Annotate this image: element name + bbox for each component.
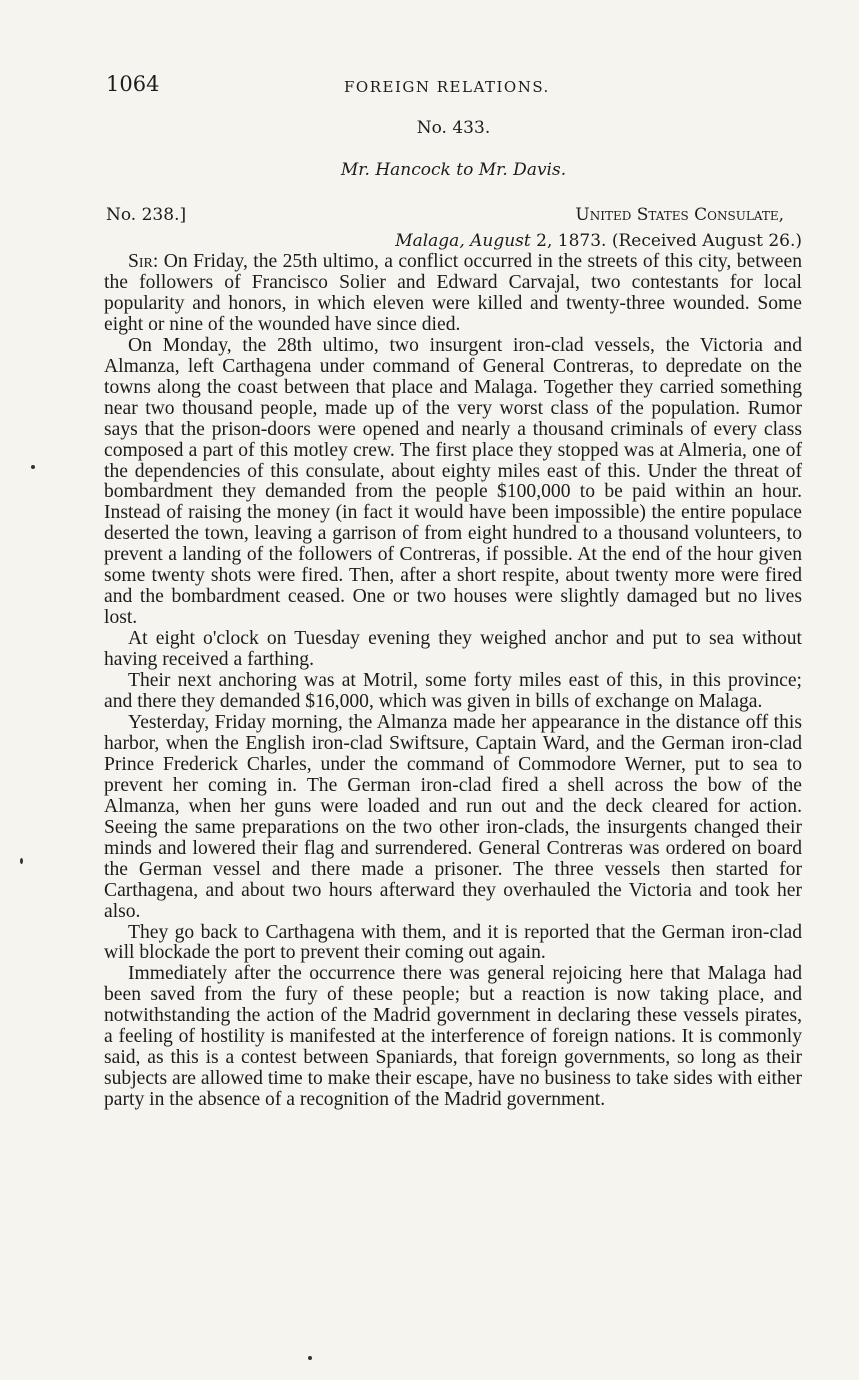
paragraph-1-text: : On Friday, the 25th ultimo, a conflict occurred in the streets of this city, between the followers of Francisco Solier and Edward Carvajal, two contestants for local popularity and honors, in which eleven were killed and twenty-three wounded. Some eight or nine of the wounded have since died.: [104, 251, 802, 335]
dateline-place: Malaga, August: [395, 231, 531, 251]
running-head: FOREIGN RELATIONS.: [344, 78, 550, 96]
dateline-date: 2, 1873. (Received August 26.): [530, 231, 802, 251]
dispatch-heading: [106, 202, 802, 254]
print-speck: [31, 465, 35, 469]
dispatch-number: No. 238.]: [106, 205, 187, 225]
print-speck: [20, 858, 23, 864]
paragraph-5: Yesterday, Friday morning, the Almanza made her appearance in the distance off this harbor, when the English iron-clad Swiftsure, Captain Ward, and the German iron-clad Prince Frederick Charles, under the command of Commodore Werner, put to sea to prevent her coming in. The German iron-clad fired a shell across the bow of the Almanza, when her guns were loaded and run out and the deck cleared for action. Seeing the same preparations on the two other iron-clads, the insurgents changed their minds and lowered their flag and surrendered. General Contreras was ordered on board the German vessel and there made a prisoner. The three vessels then started for Carthagena, and about two hours afterward they overhauled the Victoria and took her also.: [104, 711, 802, 922]
document-number: No. 433.: [416, 118, 491, 138]
consulate-name: United States Consulate,: [575, 205, 784, 225]
salutation: Sir: [128, 251, 153, 272]
paragraph-6: They go back to Carthagena with them, and it is reported that the German iron-clad will blockade the port to prevent their coming out again.: [104, 921, 802, 964]
paragraph-3: At eight o'clock on Tuesday evening they weighed anchor and put to sea without having received a farthing.: [104, 628, 802, 671]
print-speck: [308, 1356, 312, 1360]
letter-body: [104, 252, 802, 1111]
page-header: [106, 72, 802, 102]
paragraph-2: On Monday, the 28th ultimo, two insurgent iron-clad vessels, the Victoria and Almanza, left Carthagena under command of General Contreras, to depredate on the towns along the coast between that place and Malaga. Together they carried something near two thousand people, made up of the very worst class of the population. Rumor says that the prison-doors were opened and nearly a thousand criminals of every class composed a part of this motley crew. The first place they stopped was at Almeria, one of the dependencies of this consulate, about eighty miles east of this. Under the threat of bombardment they demanded from the people $100,000 to be paid within an hour. Instead of raising the money (in fact it would have been impossible) the entire populace deserted the town, leaving a garrison of from eight hundred to a thousand volunteers, to prevent a landing of the followers of Contreras, if possible. At the end of the hour given some twenty shots were fired. Then, after a short respite, about twenty more were fired and the bombardment ceased. One or two houses were slightly damaged but no lives lost.: [104, 334, 802, 629]
paragraph-1: [104, 252, 802, 336]
paragraph-7: Immediately after the occurrence there was general rejoicing here that Malaga had been saved from the fury of these people; but a reaction is now taking place, and notwithstanding the action of the Madrid government in declaring these vessels pirates, a feeling of hostility is manifested at the interference of foreign nations. It is commonly said, as this is a contest between Spaniards, that foreign governments, so long as their subjects are allowed time to make their escape, have no business to take sides with either party in the absence of a recognition of the Madrid government.: [104, 963, 802, 1111]
dispatch-line: [106, 202, 802, 228]
page-number: 1064: [106, 72, 160, 96]
paragraph-4: Their next anchoring was at Motril, some forty miles east of this, in this province; and there they demanded $16,000, which was given in bills of exchange on Malaga.: [104, 670, 802, 713]
document-title: Mr. Hancock to Mr. Davis.: [340, 160, 567, 180]
